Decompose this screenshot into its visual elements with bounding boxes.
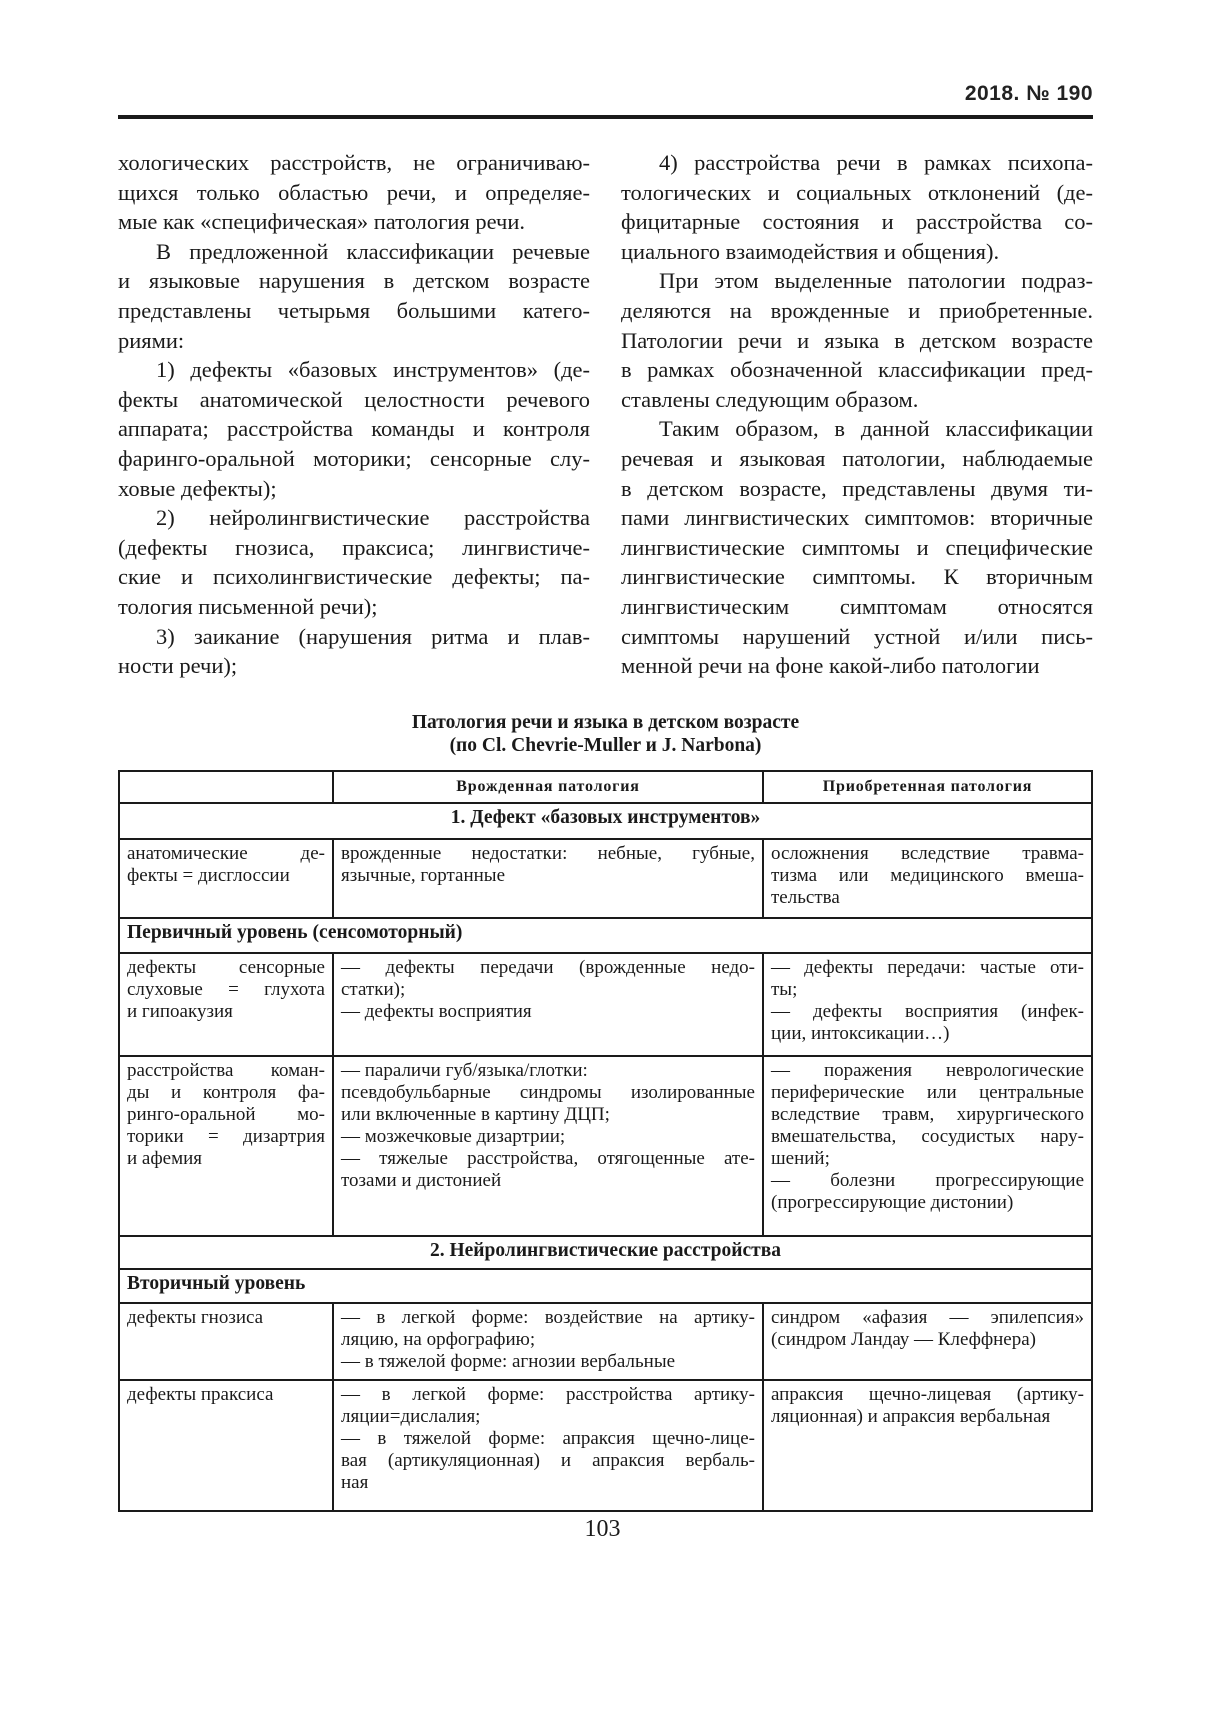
cell-text-line: расстройства коман- — [127, 1060, 325, 1081]
cell-text-line: или включенные в картину ДЦП; — [341, 1104, 610, 1125]
text-line: менной речи на фоне какой-либо патологии — [621, 653, 1040, 679]
text-line: циального взаимодействия и общения). — [621, 238, 1000, 264]
paragraph — [118, 622, 590, 681]
text-line: аппарата; расстройства команды и контроля — [118, 416, 590, 442]
cell-text-line: — дефекты восприятия (инфек- — [771, 1001, 1084, 1022]
text-line: Таким образом, в данной классификации — [659, 416, 1093, 442]
paragraph — [118, 503, 590, 621]
cell-text-line: — в тяжелой форме: апраксия щечно-лице- — [341, 1428, 755, 1449]
cell-text-line: вая (артикуляционная) и апраксия вербаль- — [341, 1450, 755, 1471]
cell-acquired — [763, 1380, 1092, 1511]
cell-text-line: ринго-оральной мо- — [127, 1104, 325, 1125]
cell-text-line: врожденные недостатки: небные, губные, — [341, 843, 755, 864]
cell-text-line: дефекты гнозиса — [127, 1307, 264, 1328]
text-line: деляются на врожденные и приобретенные. — [621, 297, 1093, 323]
text-line: фекты анатомической целостности речевого — [118, 386, 590, 412]
cell-text-line: — дефекты передачи: частые оти- — [771, 957, 1084, 978]
cell-text-line: слуховые = глухота — [127, 979, 325, 1000]
paragraph — [118, 148, 590, 237]
header-rule — [118, 115, 1093, 119]
cell-text-line: и гипоакузия — [127, 1001, 233, 1022]
cell-congenital — [333, 1056, 763, 1236]
section-row — [119, 803, 1092, 839]
page-number: 103 — [584, 1516, 621, 1542]
cell-text-line: тизма или медицинского вмеша- — [771, 865, 1084, 886]
cell-text-line: осложнения вследствие травма- — [771, 843, 1084, 864]
level-row — [119, 1269, 1092, 1303]
paragraph — [621, 148, 1093, 266]
section-title: 1. Дефект «базовых инструментов» — [119, 803, 1092, 839]
right-column — [621, 148, 1093, 681]
text-line: лингвистические симптомы и специфические — [621, 534, 1093, 560]
cell-congenital — [333, 1380, 763, 1511]
cell-congenital — [333, 1303, 763, 1380]
cell-text-line: — в легкой форме: расстройства артику- — [341, 1384, 755, 1405]
cell-text-line: фекты = дисглоссии — [127, 865, 290, 886]
level-row — [119, 918, 1092, 953]
cell-text-line: (прогрессирующие дистонии) — [771, 1192, 1014, 1213]
text-line: тология письменной речи); — [118, 593, 378, 619]
text-line: ские и психолингвистические дефекты; па- — [118, 564, 590, 590]
cell-congenital — [333, 839, 763, 918]
level-title: Первичный уровень (сенсомоторный) — [119, 918, 1092, 953]
text-line: 3) заикание (нарушения ритма и плав- — [156, 623, 590, 649]
table-caption — [118, 711, 1093, 757]
paragraph — [621, 414, 1093, 680]
cell-text-line: ды и контроля фа- — [127, 1082, 325, 1103]
text-line: и языковые нарушения в детском возрасте — [118, 268, 590, 294]
text-line: В предложенной классификации речевые — [156, 238, 590, 264]
table-row — [119, 1303, 1092, 1380]
text-line: в детском возрасте, представлены двумя ти- — [621, 475, 1093, 501]
left-column — [118, 148, 590, 681]
cell-text-line: синдром «афазия — эпилепсия» — [771, 1307, 1084, 1328]
cell-text-line: шений; — [771, 1148, 830, 1169]
paragraph — [118, 355, 590, 503]
text-line: симптомы нарушений устной и/или пись- — [621, 623, 1093, 649]
text-line: лингвистические симптомы. К вторичным — [621, 564, 1093, 590]
cell-category — [119, 839, 333, 918]
text-line: фицитарные состояния и расстройства со- — [621, 209, 1093, 235]
text-line: щихся только областью речи, и определяе- — [118, 179, 590, 205]
cell-acquired — [763, 1056, 1092, 1236]
cell-text-line: ляцию, на орфографию; — [341, 1329, 536, 1350]
paragraph — [621, 266, 1093, 414]
text-line: ховые дефекты); — [118, 475, 277, 501]
text-line: При этом выделенные патологии подраз- — [659, 268, 1093, 294]
table-row — [119, 1380, 1092, 1511]
section-row — [119, 1236, 1092, 1269]
text-line: тологических и социальных отклонений (де- — [621, 179, 1093, 205]
text-line: ности речи); — [118, 653, 238, 679]
text-line: фаринго-оральной моторики; сенсорные слу- — [118, 445, 590, 471]
cell-category — [119, 1056, 333, 1236]
journal-issue: 2018. № 190 — [964, 82, 1093, 105]
text-line: 1) дефекты «базовых инструментов» (де- — [156, 357, 590, 383]
cell-text-line: вследствие травм, хирургического — [771, 1104, 1084, 1125]
text-line: 4) расстройства речи в рамках психопа- — [659, 150, 1093, 175]
cell-text-line: — дефекты передачи (врожденные недо- — [341, 957, 755, 978]
cell-acquired — [763, 1303, 1092, 1380]
cell-text-line: тельства — [771, 887, 840, 908]
header-cell-empty — [119, 771, 333, 803]
table-title: Патология речи и языка в детском возрасте — [411, 712, 800, 733]
header-cell-acquired: Приобретенная патология — [763, 771, 1092, 803]
cell-text-line: — дефекты восприятия — [341, 1001, 532, 1022]
table-row — [119, 953, 1092, 1056]
cell-text-line: ляции=дислалия; — [341, 1406, 481, 1427]
cell-text-line: анатомические де- — [127, 843, 325, 864]
text-line: Патологии речи и языка в детском возрасте — [621, 327, 1093, 353]
cell-text-line: и афемия — [127, 1148, 203, 1169]
cell-text-line: ции, интоксикации…) — [771, 1023, 950, 1044]
cell-text-line: вмешательства, сосудистых нару- — [771, 1126, 1084, 1147]
text-line: пами лингвистических симптомов: вторичные — [621, 505, 1093, 531]
table-subtitle: (по Cl. Chevrie-Muller и J. Narbona) — [449, 735, 762, 756]
cell-text-line: торики = дизартрия — [127, 1126, 325, 1147]
cell-text-line: — поражения неврологические — [771, 1060, 1084, 1081]
cell-text-line: дефекты сенсорные — [127, 957, 325, 978]
cell-text-line: — в тяжелой форме: агнозии вербальные — [341, 1351, 676, 1372]
cell-category — [119, 1380, 333, 1511]
table-header-row — [119, 771, 1092, 803]
table-row — [119, 839, 1092, 918]
cell-text-line: (синдром Ландау — Клеффнера) — [771, 1329, 1036, 1350]
cell-text-line: ляционная) и апраксия вербальная — [771, 1406, 1051, 1427]
cell-category — [119, 953, 333, 1056]
cell-acquired — [763, 839, 1092, 918]
text-line: (дефекты гнозиса, праксиса; лингвистиче- — [118, 534, 590, 560]
text-line: 2) нейролингвистические расстройства — [156, 505, 590, 531]
cell-text-line: тозами и дистонией — [341, 1170, 502, 1191]
cell-text-line: — мозжечковые дизартрии; — [341, 1126, 566, 1147]
cell-congenital — [333, 953, 763, 1056]
pathology-table — [118, 770, 1093, 1512]
cell-text-line: ная — [341, 1472, 369, 1493]
text-line: представлены четырьмя большими катего- — [118, 297, 590, 323]
cell-text-line: — тяжелые расстройства, отягощенные ате- — [341, 1148, 755, 1169]
paragraph — [118, 237, 590, 355]
section-title: 2. Нейролингвистические расстройства — [119, 1236, 1092, 1269]
cell-text-line: язычные, гортанные — [341, 865, 506, 886]
header-cell-congenital: Врожденная патология — [333, 771, 763, 803]
cell-text-line: периферические или центральные — [771, 1082, 1084, 1103]
text-line: в рамках обозначенной классификации пред- — [621, 357, 1093, 383]
level-title: Вторичный уровень — [119, 1269, 1092, 1303]
table-row — [119, 1056, 1092, 1236]
cell-text-line: — параличи губ/языка/глотки: — [341, 1060, 588, 1081]
text-line: хологических расстройств, не ограничиваю- — [118, 150, 590, 175]
cell-text-line: — болезни прогрессирующие — [771, 1170, 1084, 1191]
cell-text-line: апраксия щечно-лицевая (артику- — [771, 1384, 1084, 1405]
cell-text-line: ты; — [771, 979, 798, 1000]
cell-category — [119, 1303, 333, 1380]
text-line: речевая и языковая патологии, наблюдаемые — [621, 445, 1093, 471]
text-line: ставлены следующим образом. — [621, 386, 919, 412]
cell-text-line: псевдобульбарные синдромы изолированные — [341, 1082, 755, 1103]
text-line: лингвистическим симптомам относятся — [621, 593, 1093, 619]
cell-text-line: — в легкой форме: воздействие на артику- — [341, 1307, 755, 1328]
cell-acquired — [763, 953, 1092, 1056]
text-line: риями: — [118, 327, 185, 353]
cell-text-line: статки); — [341, 979, 406, 1000]
text-line: мые как «специфическая» патология речи. — [118, 209, 526, 235]
cell-text-line: дефекты праксиса — [127, 1384, 274, 1405]
